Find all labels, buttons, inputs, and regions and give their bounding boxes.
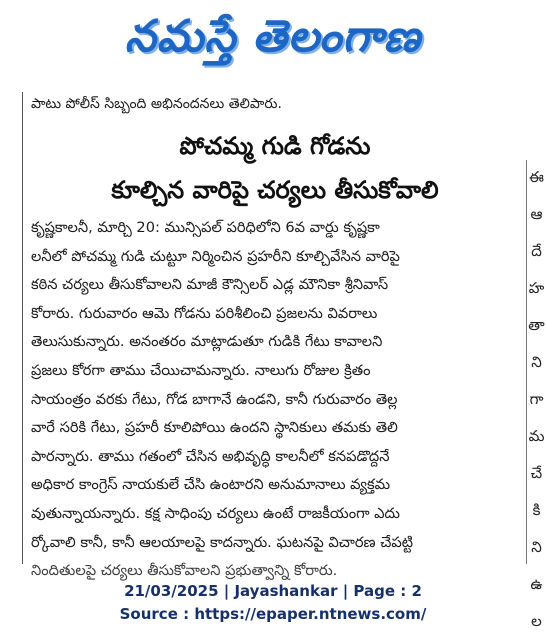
body-line: ప్రజలు కోరగా తాము చేయిచామన్నారు. నాలుగు రోజుల క్రితం (31, 361, 371, 379)
body-line: వుతున్నాయన్నారు. కక్ష సాధింపు చర్యలు ఉంటే రాజకీయంగా ఎదు (31, 504, 400, 522)
side-column-glyph: ఉ (530, 575, 543, 593)
body-line: పారన్నారు. తాము గతంలో చేసిన అభివృద్ధి కాలనీలో కనపడొద్దనే (31, 447, 390, 465)
masthead (0, 0, 546, 84)
body-line: కఠిన చర్యలు తీసుకోవాలని మాజీ కౌన్సిలర్ ఎడ్ల మౌనికా శ్రీనివాస్ (31, 276, 389, 294)
side-column-glyph: ని (531, 353, 542, 371)
adjacent-column-strip (526, 160, 546, 630)
body-line: లనీలో పోచమ్మ గుడి చుట్టూ నిర్మించిన ప్రహరీని కూల్చివేసిన వారిపై (31, 247, 400, 265)
side-column-glyph: చే (530, 464, 543, 482)
side-column-glyph: కి (532, 501, 541, 519)
masthead-logo-title: నమస్తే తెలంగాణ (124, 11, 422, 62)
preceding-article-line: పాటు పోలీస్ సిబ్బంది అభినందనలు తెలిపారు. (31, 96, 282, 112)
body-line: సాయంత్రం వరకు గేటు, గోడ బాగానే ఉండని, కానీ గురువారం తెల్ల (31, 390, 398, 408)
article-body (31, 214, 519, 586)
side-column-glyph: ఈ (529, 168, 544, 186)
body-line: ర్కోవాలి కానీ, కానీ ఆలయాలపై కాదన్నారు. ఘటనపై విచారణ చేపట్టి (31, 533, 413, 551)
side-column-glyph: ని (531, 538, 542, 556)
body-line: కోరారు. గురువారం ఆమె గోడను పరిశీలించి ప్రజలను వివరాలు (31, 304, 378, 322)
side-column-glyph: దే (531, 242, 542, 260)
headline-line-2: కూల్చిన వారిపై చర్యలు తీసుకోవాలి (111, 176, 439, 204)
edition-info: 21/03/2025 | Jayashankar | Page : 2 (124, 582, 422, 600)
side-column-glyph: హ (528, 279, 545, 297)
body-line: వారే సరికి గేటు, ప్రహరీ కూలిపోయి ఉందని స్థానికులు తమకు తెలి (31, 419, 398, 437)
source-line: Source : https://epaper.ntnews.com/ (119, 605, 427, 623)
body-line: కృష్ణకాలనీ, మార్చి 20: మున్సిపల్ పరిధిలోని 6వ వార్డు కృష్ణకా (31, 219, 380, 236)
side-column-glyph: ఆ (530, 205, 543, 223)
side-column-glyph: మ (528, 427, 545, 445)
body-line: అధికార కాంగ్రెస్ నాయకులే చేసి ఉంటారని అనుమానాలు వ్యక్తమ (31, 476, 391, 494)
side-column-glyph: తా (528, 316, 545, 334)
side-column-glyph: ల (531, 612, 542, 630)
body-line: తెలుసుకున్నారు. అనంతరం మాట్లాడుతూ గుడికి గేటు కావాలని (31, 333, 383, 351)
side-column-glyph: గా (529, 390, 544, 408)
headline-line-1: పోచమ్మ గుడి గోడను (179, 132, 371, 160)
body-line: నిందితులపై చర్యలు తీసుకోవాలని ప్రభుత్వాన్ని కోరారు. (31, 562, 338, 580)
article-clipping (22, 92, 527, 580)
